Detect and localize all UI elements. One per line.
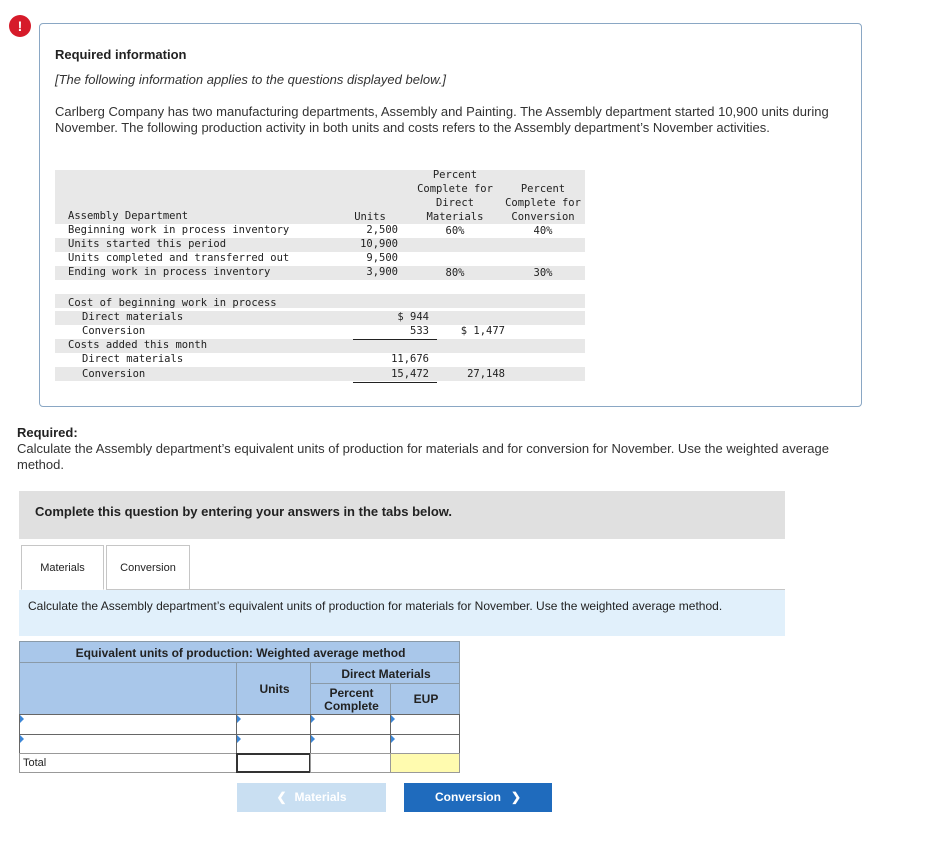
row-conv-percent: 40% — [533, 225, 553, 237]
required-information-heading: Required information — [55, 47, 187, 62]
beg-total-value: $ 1,477 — [460, 325, 505, 337]
eup-row-1-label-input[interactable] — [19, 714, 237, 735]
row-dm-percent: 60% — [445, 225, 465, 237]
row-conv-percent: 30% — [533, 267, 553, 279]
eup-units-header-cell — [236, 662, 311, 715]
info-note: [The following information applies to the questions displayed below.] — [55, 72, 446, 87]
chevron-right-icon: ❯ — [510, 790, 522, 804]
eup-eup-header-cell — [390, 683, 460, 715]
required-information-panel — [39, 23, 862, 407]
eup-percent-header-line: Percent — [329, 686, 374, 700]
eup-title: Equivalent units of production: Weighted average method — [75, 646, 406, 660]
eup-row-2-percent-input[interactable] — [310, 734, 391, 754]
row-units: 2,500 — [366, 224, 398, 236]
info-paragraph: Carlberg Company has two manufacturing departments, Assembly and Painting. The Assembly department started 10,900 units during November. The following production activity in both units and costs refers to the Assembly department’s November activities. — [55, 104, 829, 135]
eup-total-percent-cell — [310, 753, 391, 773]
beg-underline — [353, 339, 437, 340]
row-label: Units started this period — [68, 238, 227, 250]
units-col-header: Units — [354, 211, 386, 223]
required-text: Calculate the Assembly department’s equivalent units of production for materials and for conversion for November. Use the weighted average method. — [17, 441, 829, 472]
eup-total-label-cell — [19, 753, 237, 773]
eup-row-2-label-input[interactable] — [19, 734, 237, 754]
tab-conversion[interactable]: Conversion — [106, 545, 190, 590]
eup-total-eup-cell — [390, 753, 460, 773]
eup-row-1-units-input[interactable] — [236, 714, 311, 735]
input-indicator-icon — [237, 735, 241, 743]
instruction-banner — [19, 590, 785, 636]
beg-dm-label: Direct materials — [82, 311, 184, 323]
row-label: Ending work in process inventory — [68, 266, 271, 278]
prev-materials-button[interactable] — [237, 783, 386, 812]
next-conversion-button[interactable] — [404, 783, 552, 812]
dropdown-indicator-icon — [20, 735, 24, 743]
added-conv-value: 15,472 — [391, 368, 429, 380]
added-conv-label: Conversion — [82, 368, 146, 380]
beg-wip-cost-label: Cost of beginning work in process — [68, 297, 277, 309]
beg-conv-label: Conversion — [82, 325, 146, 337]
conv-col-header-line: Complete for — [505, 197, 581, 209]
beg-conv-value: 533 — [410, 325, 429, 337]
chevron-left-icon: ❮ — [276, 790, 287, 804]
conv-col-header-line: Percent — [520, 183, 566, 195]
eup-units-header: Units — [259, 682, 290, 696]
added-dm-value: 11,676 — [391, 353, 429, 365]
eup-row-2-eup-input[interactable] — [390, 734, 460, 754]
eup-group-header-cell — [310, 662, 460, 684]
eup-total-label: Total — [23, 757, 47, 769]
eup-row-2-units-input[interactable] — [236, 734, 311, 754]
prev-button-label: Materials — [294, 790, 347, 804]
eup-row-1-eup-input[interactable] — [390, 714, 460, 735]
added-underline — [353, 382, 437, 383]
eup-title-cell — [19, 641, 460, 663]
required-label: Required: — [17, 425, 78, 440]
dm-col-header-line: Direct — [436, 197, 474, 209]
units-table-title: Assembly Department — [68, 210, 189, 222]
added-dm-label: Direct materials — [82, 353, 184, 365]
row-dm-percent: 80% — [445, 267, 465, 279]
added-total-value: 27,148 — [467, 368, 505, 380]
input-indicator-icon — [311, 735, 315, 743]
dm-col-header-line: Complete for — [417, 183, 493, 195]
complete-question-bar — [19, 491, 785, 539]
conv-col-header-line: Conversion — [511, 211, 575, 223]
complete-question-text: Complete this question by entering your answers in the tabs below. — [35, 504, 453, 519]
dropdown-indicator-icon — [20, 715, 24, 723]
instruction-text: Calculate the Assembly department’s equivalent units of production for materials for November. Use the weighted average method. — [28, 599, 723, 613]
dm-col-header-line: Percent — [432, 169, 478, 181]
next-button-label: Conversion — [434, 790, 501, 804]
row-label: Units completed and transferred out — [68, 252, 290, 264]
input-indicator-icon — [391, 715, 395, 723]
eup-eup-header: EUP — [413, 692, 439, 706]
input-indicator-icon — [237, 715, 241, 723]
eup-group-header: Direct Materials — [341, 667, 431, 681]
input-indicator-icon — [391, 735, 395, 743]
eup-percent-header-cell — [310, 683, 391, 715]
eup-row-1-percent-input[interactable] — [310, 714, 391, 735]
dm-col-header-line: Materials — [426, 211, 484, 223]
row-units: 10,900 — [360, 238, 398, 250]
row-label: Beginning work in process inventory — [68, 224, 290, 236]
eup-total-units-input[interactable] — [236, 753, 311, 773]
eup-row-label-header — [19, 662, 237, 715]
costs-added-label: Costs added this month — [68, 339, 208, 351]
eup-percent-header-line: Complete — [324, 699, 379, 713]
row-units: 9,500 — [366, 252, 398, 264]
required-section — [17, 425, 877, 473]
row-units: 3,900 — [366, 266, 398, 278]
input-indicator-icon — [311, 715, 315, 723]
beg-dm-value: $ 944 — [397, 311, 429, 323]
tab-materials[interactable]: Materials — [21, 545, 104, 590]
alert-icon: ! — [9, 15, 31, 37]
